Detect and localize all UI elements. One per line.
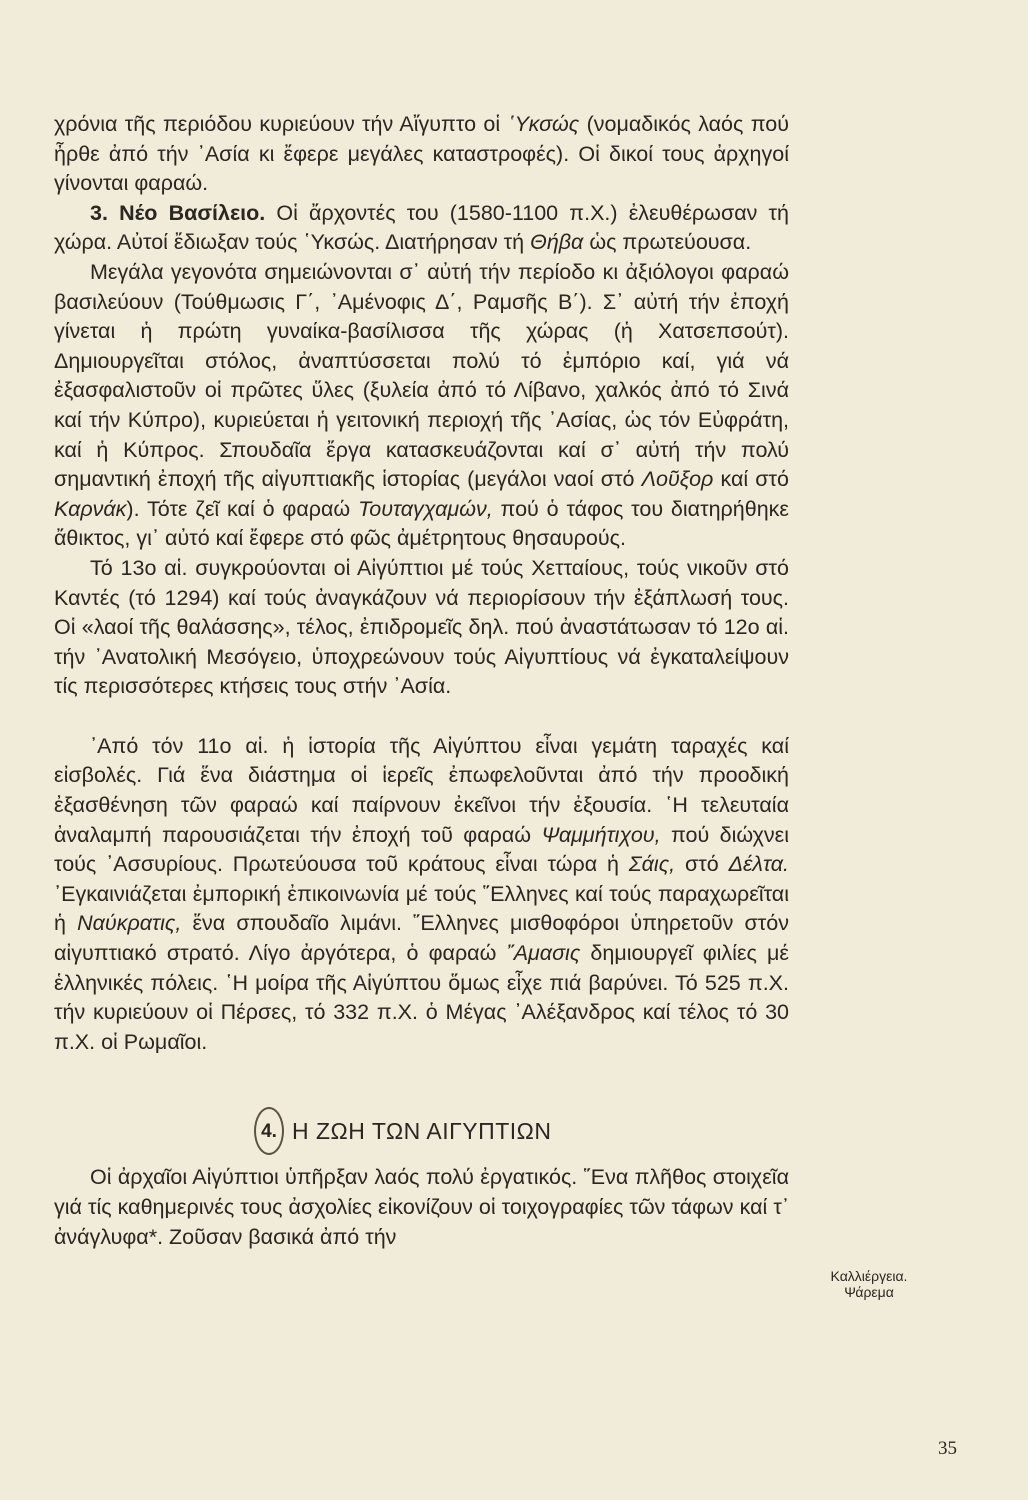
page-number: 35	[938, 1438, 957, 1459]
main-text-column	[54, 110, 789, 1252]
paragraph-decline: ᾿Από τόν 11ο αἱ. ἡ ἱστορία τῆς Αἰγύπτου εἶναι γεμάτη ταραχές καί εἰσβολές. Γιά ἕνα διάστημα οἱ ἱερεῖς ἐπωφελοῦνται ἀπό τήν προοδική ἐξασθένηση τῶν φαραώ καί παίρνουν ἐκεῖνοι τήν ἐξουσία. ῾Η τελευταία ἀναλαμπή παρουσιάζεται τήν ἐποχή τοῦ φαραώ Ψαμμήτιχου, πού διώχνει τούς ᾿Ασσυρίους. Πρωτεύουσα τοῦ κράτους εἶναι τώρα ἡ Σάις, στό Δέλτα. ᾿Εγκαινιάζεται ἐμπορική ἐπικοινωνία μέ τούς ῞Ελληνες καί τούς παραχωρεῖται ἡ Ναύκρατις, ἕνα σπουδαῖο λιμάνι. ῞Ελληνες μισθοφόροι ὑπηρετοῦν στόν αἰγυπτιακό στρατό. Λίγο ἀργότερα, ὁ φαραώ ῎Αμασις δημιουργεῖ φιλίες μέ ἑλληνικές πόλεις. ῾Η μοίρα τῆς Αἰγύπτου ὅμως εἶχε πιά βαρύνει. Τό 525 π.Χ. τήν κυριεύουν οἱ Πέρσες, τό 332 π.Χ. ὁ Μέγας ᾿Αλέξανδρος καί τέλος τό 30 π.Χ. οἱ Ρωμαῖοι.	[54, 733, 789, 1054]
paragraph-life: Οἱ ἀρχαῖοι Αἰγύπτιοι ὑπῆρξαν λαός πολύ ἐργατικός. ῞Ενα πλῆθος στοιχεῖα γιά τίς καθημερινές τους ἀσχολίες εἰκονίζουν οἱ τοιχογραφίες τῶν τάφων καί τ᾿ ἀνάγλυφα*. Ζοῦσαν βασικά ἀπό τήν	[54, 1165, 789, 1249]
section-title: Η ΖΩΗ ΤΩΝ ΑΙΓΥΠΤΙΩΝ	[292, 1117, 552, 1144]
paragraph-hittites: Τό 13ο αἱ. συγκρούονται οἱ Αἰγύπτιοι μέ τούς Χετταίους, τούς νικοῦν στό Καντές (τό 1294) καί τούς ἀναγκάζουν νά περιορίσουν τήν ἐξάπλωσή τους. Οἱ «λαοί τῆς θαλάσσης», τέλος, ἐπιδρομεῖς δηλ. πού ἀναστάτωσαν τό 12ο αἱ. τήν ᾿Ανατολική Μεσόγειο, ὑποχρεώνουν τούς Αἰγυπτίους νά ἐγκαταλείψουν τίς περισσότερες κτήσεις τους στήν ᾿Ασία.	[54, 555, 789, 699]
paragraph-gap	[54, 702, 789, 732]
margin-note: Καλλιέργεια. Ψάρεμα	[830, 1268, 908, 1300]
section-label: 3. Νέο Βασίλειο.	[90, 200, 266, 225]
paragraph-new-kingdom: 3. Νέο Βασίλειο. Οἱ ἄρχοντές του (1580-1100 π.Χ.) ἐλευθέρωσαν τή χώρα. Αὐτοί ἔδιωξαν τούς ῾Υκσώς. Διατήρησαν τή Θήβα ὡς πρωτεύουσα.	[54, 200, 789, 255]
section-number: 4.	[254, 1107, 284, 1155]
paragraph-great-events: Μεγάλα γεγονότα σημειώνονται σ᾿ αὐτή τήν περίοδο κι ἀξιόλογοι φαραώ βασιλεύουν (Τούθμωσις Γ΄, ᾿Αμένοφις Δ΄, Ραμσῆς Β΄). Σ᾿ αὐτή τήν ἐποχή γίνεται ἡ πρώτη γυναίκα-βασίλισσα τῆς χώρας (ἡ Χατσεπσούτ). Δημιουργεῖται στόλος, ἀναπτύσσεται πολύ τό ἐμπόριο καί, γιά νά ἐξασφαλιστοῦν οἱ πρῶτες ὕλες (ξυλεία ἀπό τό Λίβανο, χαλκός ἀπό τό Σινά καί τήν Κύπρο), κυριεύεται ἡ γειτονική περιοχή τῆς ᾿Ασίας, ὡς τόν Εὐφράτη, καί ἡ Κύπρος. Σπουδαῖα ἔργα κατασκευάζονται καί σ᾿ αὐτή τήν πολύ σημαντική ἐποχή τῆς αἰγυπτιακῆς ἱστορίας (μεγάλοι ναοί στό Λοῦξορ καί στό Καρνάκ). Τότε ζεῖ καί ὁ φαραώ Τουταγχαμών, πού ὁ τάφος του διατηρήθηκε ἄθικτος, γι᾿ αὐτό καί ἔφερε στό φῶς ἀμέτρητους θησαυρούς.	[54, 259, 790, 551]
paragraph-hyksos: χρόνια τῆς περιόδου κυριεύουν τήν Αἴγυπτο οἱ ῾Υκσώς (νομαδικός λαός πού ἦρθε ἀπό τήν ᾿Ασία κι ἔφερε μεγάλες καταστροφές). Οἱ δικοί τους ἀρχηγοί γίνονται φαραώ.	[54, 112, 789, 196]
section-heading	[254, 1109, 789, 1153]
